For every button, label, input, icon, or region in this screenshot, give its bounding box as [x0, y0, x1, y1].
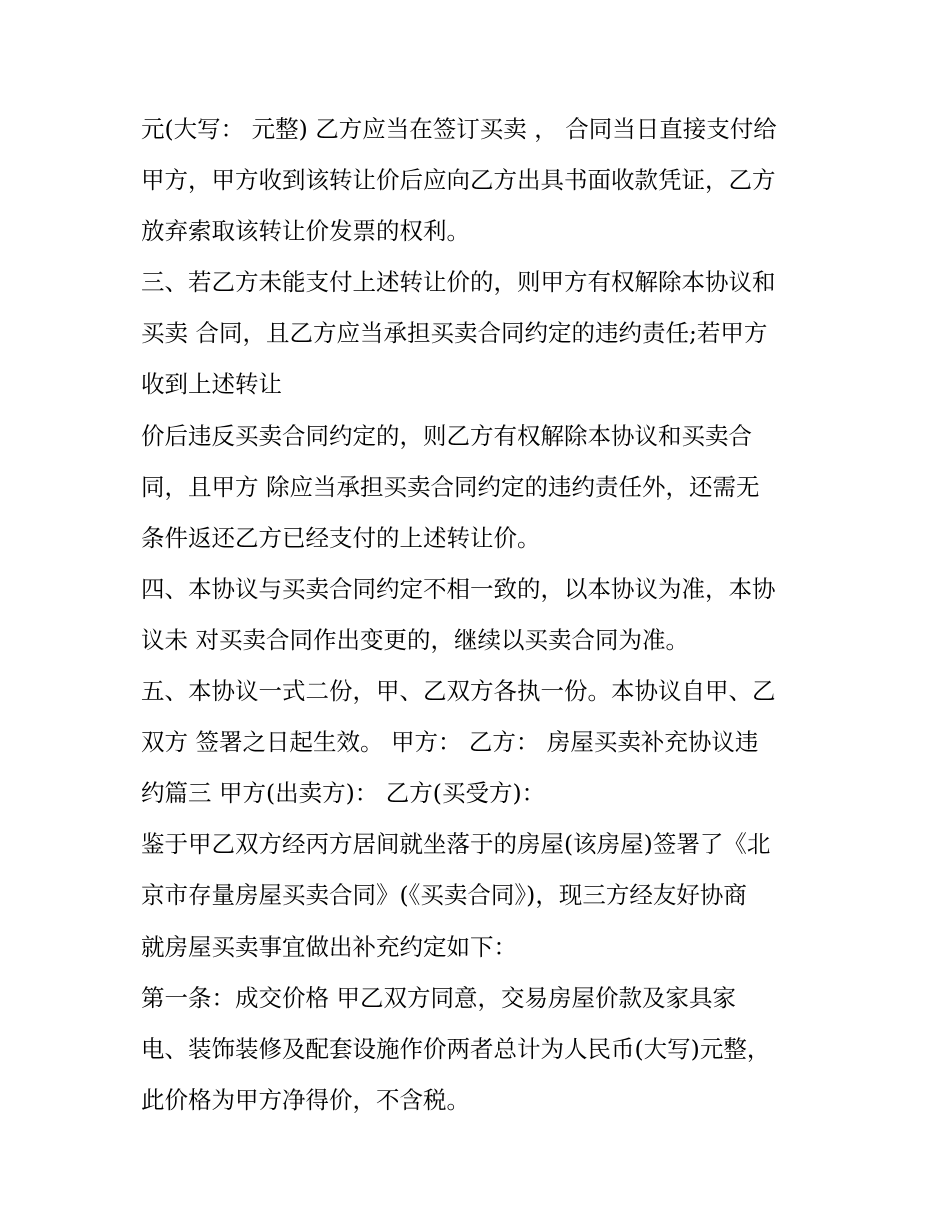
text-line: 三、若乙方未能支付上述转让价的，则甲方有权解除本协议和	[141, 268, 776, 297]
text-line: 第一条：成交价格 甲乙双方同意，交易房屋价款及家具家	[141, 983, 736, 1012]
text-line: 议未 对买卖合同作出变更的，继续以买卖合同为准。	[141, 625, 689, 654]
text-line: 放弃索取该转让价发票的权利。	[141, 217, 470, 246]
text-line: 条件返还乙方已经支付的上述转让价。	[141, 523, 541, 552]
text-line: 双方 签署之日起生效。 甲方： 乙方： 房屋买卖补充协议违	[141, 728, 759, 757]
text-line: 同，且甲方 除应当承担买卖合同约定的违约责任外，还需无	[141, 472, 760, 501]
text-line: 买卖 合同，且乙方应当承担买卖合同约定的违约责任;若甲方	[141, 319, 768, 348]
text-line: 甲方，甲方收到该转让价后应向乙方出具书面收款凭证，乙方	[141, 166, 776, 195]
text-line: 价后违反买卖合同约定的，则乙方有权解除本协议和买卖合	[141, 421, 752, 450]
text-line: 就房屋买卖事宜做出补充约定如下：	[141, 932, 517, 961]
text-line: 收到上述转让	[141, 370, 282, 399]
text-line: 京市存量房屋买卖合同》(《买卖合同》)，现三方经友好协商	[141, 881, 747, 910]
text-line: 四、本协议与买卖合同约定不相一致的，以本协议为准，本协	[141, 574, 776, 603]
text-line: 此价格为甲方净得价，不含税。	[141, 1085, 470, 1114]
text-line: 元(大写： 元整) 乙方应当在签订买卖 ， 合同当日直接支付给	[141, 115, 777, 143]
text-line: 约篇三 甲方(出卖方)： 乙方(买受方)：	[141, 779, 546, 808]
text-line: 五、本协议一式二份，甲、乙双方各执一份。本协议自甲、乙	[141, 677, 776, 706]
text-line: 电、装饰装修及配套设施作价两者总计为人民币(大写)元整，	[141, 1034, 771, 1063]
document-body	[141, 104, 831, 1126]
text-line: 鉴于甲乙双方经丙方居间就坐落于的房屋(该房屋)签署了《北	[141, 830, 771, 859]
